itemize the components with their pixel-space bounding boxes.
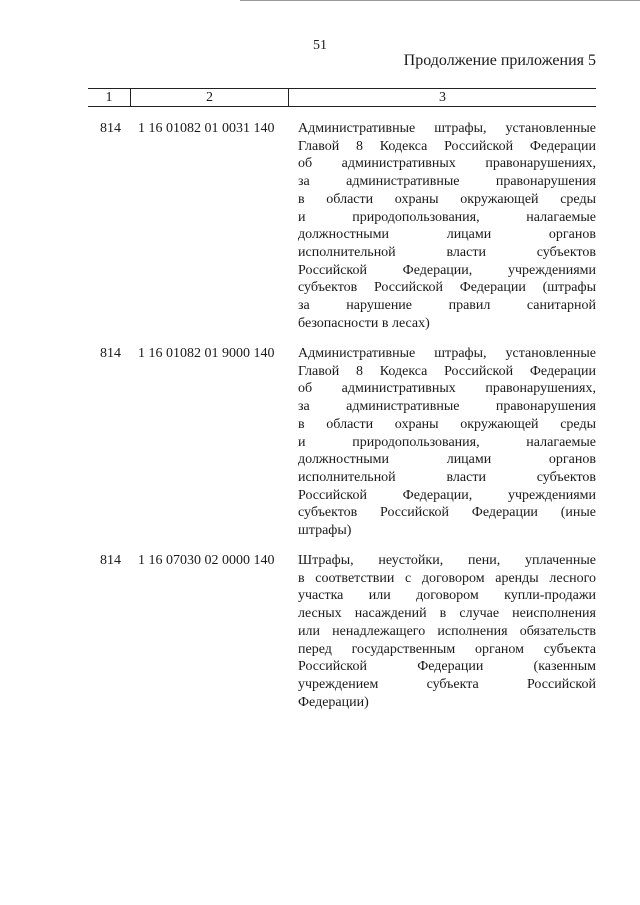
admin-code: 814 xyxy=(100,553,121,568)
description-line: Российской Федерации (казенным xyxy=(298,659,596,675)
row-description xyxy=(298,120,596,332)
description-line: за нарушение правил санитарной xyxy=(298,298,596,314)
kbk-code: 1 16 01082 01 9000 140 xyxy=(138,346,275,361)
description-line: за административные правонарушения xyxy=(298,174,596,190)
continuation-heading: Продолжение приложения 5 xyxy=(403,52,596,69)
description-line: должностными лицами органов xyxy=(298,227,596,243)
description-line: об административных правонарушениях, xyxy=(298,156,596,172)
description-line: должностными лицами органов xyxy=(298,452,596,468)
description-line: учреждением субъекта Российской xyxy=(298,676,596,692)
description-line: Российской Федерации, учреждениями xyxy=(298,262,596,278)
description-line: Федерации) xyxy=(298,694,369,710)
description-line: перед государственным органом субъекта xyxy=(298,641,596,657)
description-line: лесных насаждений в случае неисполнения xyxy=(298,606,596,622)
description-line: субъектов Российской Федерации (иные xyxy=(298,505,596,521)
description-line: за административные правонарушения xyxy=(298,399,596,415)
description-line: исполнительной власти субъектов xyxy=(298,244,596,260)
kbk-code: 1 16 01082 01 0031 140 xyxy=(138,121,275,136)
description-line: в области охраны окружающей среды xyxy=(298,191,596,207)
description-line: безопасности в лесах) xyxy=(298,315,430,331)
kbk-code: 1 16 07030 02 0000 140 xyxy=(138,553,275,568)
description-line: субъектов Российской Федерации (штрафы xyxy=(298,280,596,296)
table-header-row xyxy=(88,88,596,107)
description-line: в области охраны окружающей среды xyxy=(298,416,596,432)
description-line: штрафы) xyxy=(298,523,352,539)
page-number: 51 xyxy=(313,38,327,53)
description-line: и природопользования, налагаемые xyxy=(298,434,596,450)
row-description xyxy=(298,345,596,540)
description-line: исполнительной власти субъектов xyxy=(298,469,596,485)
header-cell-2: 2 xyxy=(131,89,289,106)
description-line: Административные штрафы, установленные xyxy=(298,346,596,361)
description-line: в соответствии с договором аренды лесного xyxy=(298,570,596,586)
description-line: об административных правонарушениях, xyxy=(298,381,596,397)
description-line: Главой 8 Кодекса Российской Федерации xyxy=(298,138,596,154)
description-line: Штрафы, неустойки, пени, уплаченные xyxy=(298,553,596,568)
description-line: или ненадлежащего исполнения обязательств xyxy=(298,623,596,639)
description-line: Российской Федерации, учреждениями xyxy=(298,487,596,503)
description-line: участка или договором купли-продажи xyxy=(298,588,596,604)
description-line: Главой 8 Кодекса Российской Федерации xyxy=(298,363,596,379)
row-description xyxy=(298,552,596,711)
header-cell-3: 3 xyxy=(439,90,446,105)
description-line: и природопользования, налагаемые xyxy=(298,209,596,225)
scan-edge-line xyxy=(240,0,640,1)
header-cell-1: 1 xyxy=(88,89,131,106)
description-line: Административные штрафы, установленные xyxy=(298,121,596,136)
admin-code: 814 xyxy=(100,346,121,361)
admin-code: 814 xyxy=(100,121,121,136)
